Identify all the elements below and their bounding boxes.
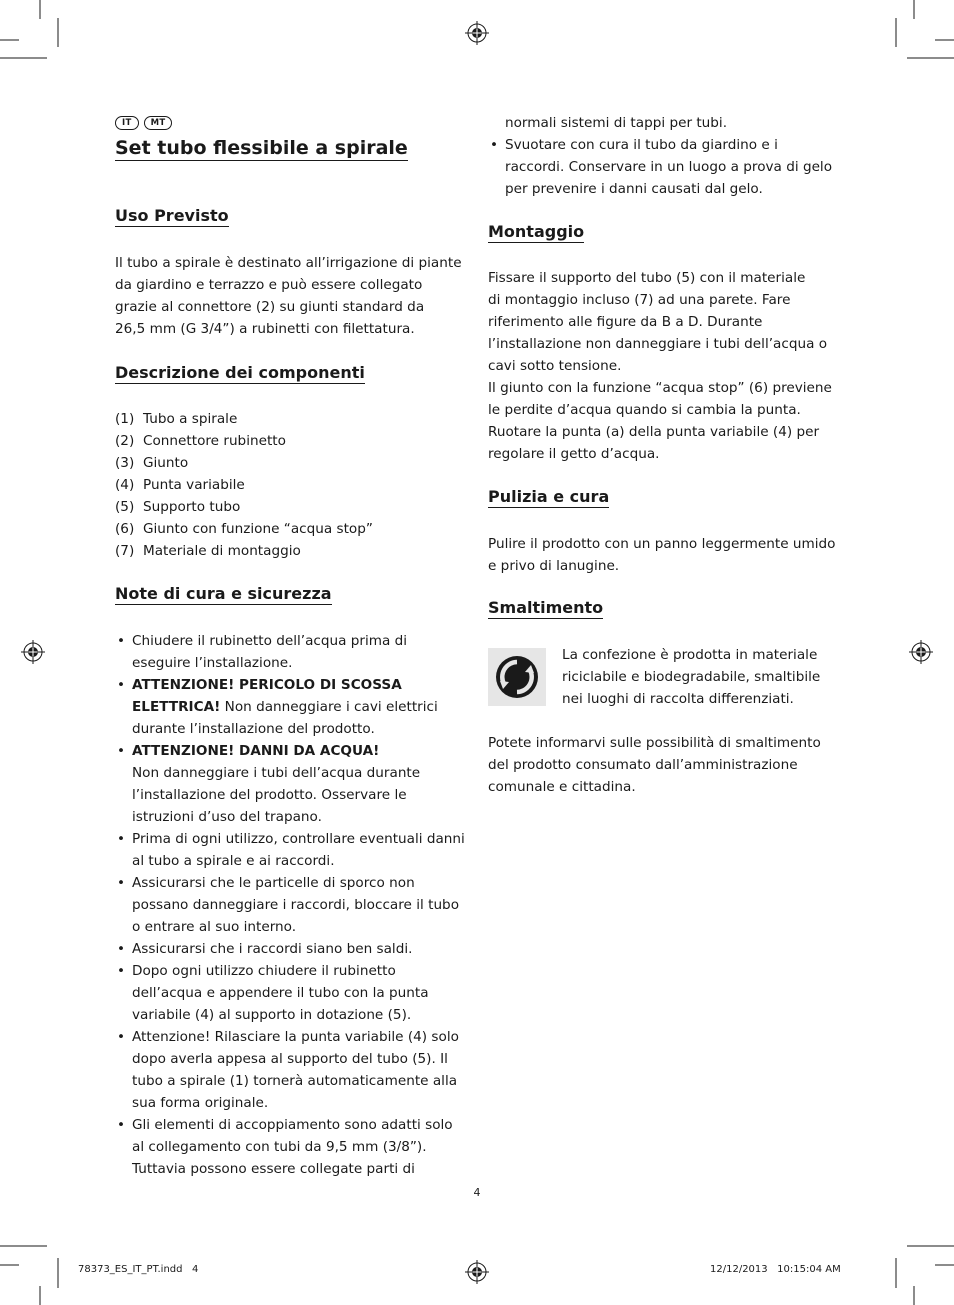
sicurezza-heading-wrap	[115, 584, 332, 605]
text-line: 26,5 mm (G 3/4”) a rubinetti con filettatura.	[115, 321, 415, 337]
smaltimento-heading: Smaltimento	[488, 598, 604, 617]
list-item: (1) Tubo a spirale	[115, 411, 238, 427]
list-item: • Gli elementi di accoppiamento sono adatti solo al collegamento con tubi da 9,5 mm (3/8”). Tuttavia possono essere collegate parti di	[115, 1114, 475, 1180]
list-item: • Prima di ogni utilizzo, controllare eventuali danni al tubo a spirale e ai raccordi.	[115, 828, 475, 872]
list-item: (5) Supporto tubo	[115, 499, 241, 515]
componenti-heading-wrap	[115, 363, 365, 384]
list-item: • Chiudere il rubinetto dell’acqua prima di eseguire l’installazione.	[115, 630, 475, 674]
list-item: (4) Punta variabile	[115, 477, 245, 493]
language-badge-mt: MT	[144, 116, 173, 130]
montaggio-heading: Montaggio	[488, 222, 585, 241]
list-item: • ATTENZIONE! DANNI DA ACQUA! Non danneggiare i tubi dell’acqua durante l’installazione del prodotto. Osservare le istruzioni d’uso del trapano.	[115, 740, 475, 828]
list-item: • Assicurarsi che le particelle di sporco non possano danneggiare i raccordi, bloccare il tubo o entrare al suo interno.	[115, 872, 475, 938]
list-item-continuation: normali sistemi di tappi per tubi.	[505, 115, 728, 131]
print-slug-filename: 78373_ES_IT_PT.indd 4	[78, 1264, 199, 1275]
pulizia-heading-wrap	[488, 487, 609, 508]
safety-list-continued	[488, 112, 848, 200]
list-item: (2) Connettore rubinetto	[115, 433, 286, 449]
uso-previsto-heading: Uso Previsto	[115, 206, 229, 225]
list-item: (6) Giunto con funzione “acqua stop”	[115, 521, 373, 537]
smaltimento-text: Potete informarvi sulle possibilità di smaltimento del prodotto consumato dall’amministrazione comunale e cittadina.	[488, 735, 821, 795]
smaltimento-logo-text: La confezione è prodotta in materiale riciclabile e biodegradabile, smaltibile nei luoghi di raccolta differenziati.	[562, 647, 821, 707]
print-slug-timestamp: 12/12/2013 10:15:04 AM	[710, 1264, 841, 1275]
pulizia-heading: Pulizia e cura	[488, 487, 610, 506]
montaggio-text: Fissare il supporto del tubo (5) con il materiale di montaggio incluso (7) ad una parete. Fare riferimento alle figure da B a D. Durante l’installazione non danneggiare i tubi dell’acqua o cavi sotto tensione. Il giunto con la funzione “acqua stop” (6) previene le perdite d’acqua quando si cambia la punta. Ruotare la punta (a) della punta variabile (4) per regolare il getto d’acqua.	[488, 270, 832, 462]
list-item: (7) Materiale di montaggio	[115, 543, 301, 559]
list-item: • Assicurarsi che i raccordi siano ben saldi.	[115, 938, 475, 960]
uso-previsto-text	[115, 252, 475, 340]
list-item: • Dopo ogni utilizzo chiudere il rubinetto dell’acqua e appendere il tubo con la punta variabile (4) al supporto in dotazione (5).	[115, 960, 475, 1026]
recycling-green-dot-icon	[488, 648, 546, 706]
componenti-heading: Descrizione dei componenti	[115, 363, 365, 382]
uso-previsto-heading-wrap	[115, 206, 229, 227]
list-item: • ATTENZIONE! PERICOLO DI SCOSSA ELETTRICA! Non danneggiare i cavi elettrici durante l’installazione del prodotto.	[115, 674, 475, 740]
page-title: Set tubo flessibile a spirale	[115, 137, 408, 159]
pulizia-text: Pulire il prodotto con un panno leggermente umido e privo di lanugine.	[488, 536, 836, 574]
smaltimento-heading-wrap	[488, 598, 603, 619]
page-number: 4	[473, 1186, 481, 1199]
sicurezza-heading: Note di cura e sicurezza	[115, 584, 332, 603]
list-item: • Attenzione! Rilasciare la punta variabile (4) solo dopo averla appesa al supporto del tubo (5). Il tubo a spirale (1) tornerà automaticamente alla sua forma originale.	[115, 1026, 475, 1114]
language-badges	[115, 116, 172, 130]
components-list	[115, 408, 467, 562]
text-line: Il tubo a spirale è destinato all’irrigazione di piante	[115, 255, 462, 271]
list-item: (3) Giunto	[115, 455, 189, 471]
language-badge-it: IT	[115, 116, 139, 130]
list-item: • Svuotare con cura il tubo da giardino e i raccordi. Conservare in un luogo a prova di gelo per prevenire i danni causati dal gelo.	[488, 134, 848, 200]
text-line: da giardino e terrazzo e può essere collegato	[115, 277, 423, 293]
safety-list	[115, 630, 475, 1180]
montaggio-heading-wrap	[488, 222, 584, 243]
text-line: grazie al connettore (2) su giunti standard da	[115, 299, 425, 315]
